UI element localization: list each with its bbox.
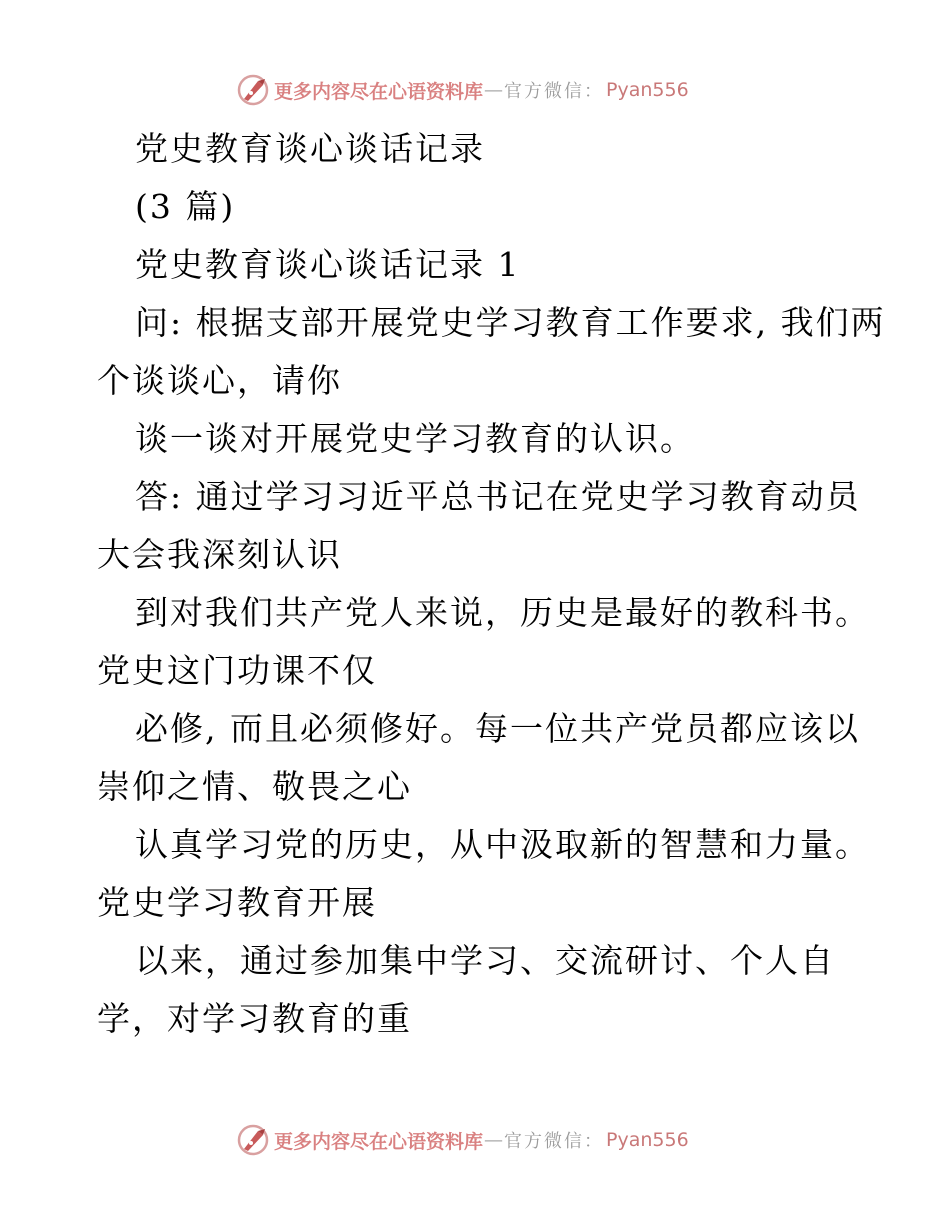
text-line: 学，对学习教育的重: [97, 999, 412, 1038]
document-subtitle: (3 篇): [135, 187, 236, 226]
header-watermark: [236, 72, 689, 108]
text-line: 大会我深刻认识: [97, 535, 342, 574]
pen-nib-circle-icon: [236, 1123, 270, 1157]
text-line: 崇仰之情、敬畏之心: [97, 767, 412, 806]
watermark-main-text: 更多内容尽在心语资料库: [274, 1130, 484, 1153]
watermark-dash: —: [484, 79, 504, 101]
document-title: 党史教育谈心谈话记录: [135, 129, 485, 168]
text-line: 以来，通过参加集中学习、交流研讨、个人自: [135, 941, 835, 980]
watermark-label: 官方微信：: [504, 81, 605, 102]
text-line: 党史这门功课不仅: [97, 651, 377, 690]
watermark-id: Pyan556: [606, 79, 689, 101]
text-line: 问: 根据支部开展党史学习教育工作要求, 我们两: [135, 303, 886, 342]
document-body: [97, 120, 886, 1048]
pen-nib-circle-icon: [236, 73, 270, 107]
text-line: 谈一谈对开展党史学习教育的认识。: [135, 419, 695, 458]
watermark-main-text: 更多内容尽在心语资料库: [274, 80, 484, 103]
text-line: 个谈谈心，请你: [97, 361, 342, 400]
watermark-label: 官方微信：: [504, 1131, 605, 1152]
footer-watermark: [236, 1122, 689, 1158]
text-line: 答: 通过学习习近平总书记在党史学习教育动员: [135, 477, 861, 516]
text-line: 必修, 而且必须修好。每一位共产党员都应该以: [135, 709, 860, 748]
watermark-dash: —: [484, 1129, 504, 1151]
text-line: 到对我们共产党人来说，历史是最好的教科书。: [135, 593, 870, 632]
text-line: 党史学习教育开展: [97, 883, 377, 922]
text-line: 认真学习党的历史，从中汲取新的智慧和力量。: [135, 825, 870, 864]
watermark-id: Pyan556: [606, 1129, 689, 1151]
section-heading: 党史教育谈心谈话记录 1: [135, 245, 521, 284]
